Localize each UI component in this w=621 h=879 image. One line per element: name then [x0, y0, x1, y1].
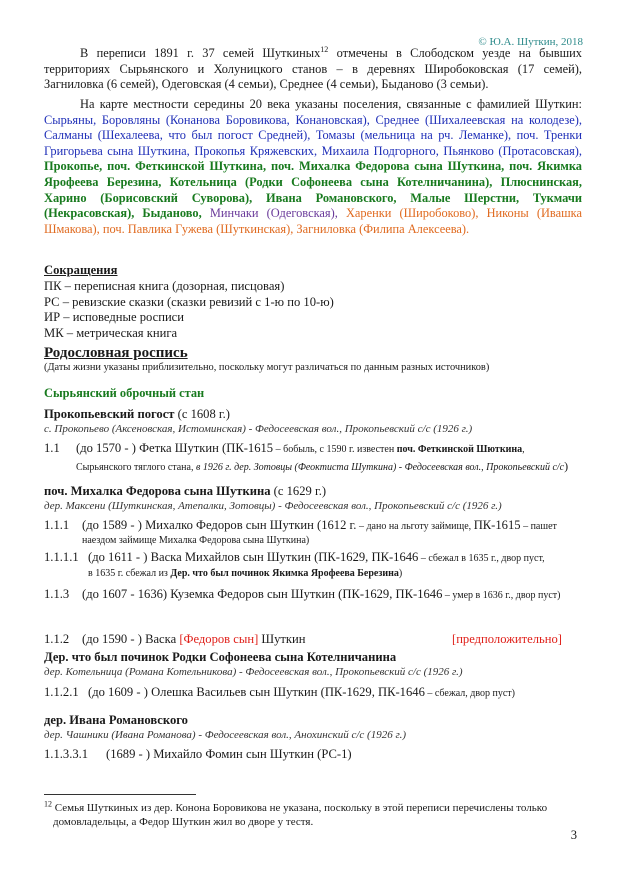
place-title: дер. Ивана Романовского — [44, 713, 188, 727]
entry-1-1-1-1-cont: в 1635 г. сбежал из Дер. что был починок Якимка Ярофеева Березина) — [88, 568, 403, 579]
entry-1-1-1-1: 1.1.1.1 (до 1611 - ) Васка Михайлов сын Шуткин (ПК-1629, ПК-1646 – сбежал в 1635 г., двор пуст, — [44, 550, 545, 564]
abbreviation-item: РС – ревизские сказки (сказки ревизий с 1-ю по 10-ю) — [44, 294, 334, 309]
intro-paragraph-1: В переписи 1891 г. 37 семей Шуткиных$^{12}$ отмечены в Слободском уезде на бывших территориях Сырьянского и Холуницкого станов – в деревнях Широбоковская (17 семей), Загниловка (6 семей), Одеговская (4 семьи), Среднее (4 семьи), Быданово (3 семьи). — [44, 44, 582, 92]
place-subtitle: дер. Котельница (Романа Котельникова) - Федосеевская вол., Прокопьевский с/с (1926 г.) — [44, 666, 463, 678]
copyright-notice: © Ю.А. Шуткин, 2018 — [478, 36, 583, 48]
place-subtitle: дер. Чашники (Ивана Романова) - Федосеевская вол., Анохинский с/с (1926 г.) — [44, 729, 407, 741]
genealogy-note: (Даты жизни указаны приблизительно, поскольку могут различаться по данным разных источников) — [44, 362, 490, 373]
footnote-12: $^{12}$ Семья Шуткиных из дер. Конона Боровикова не указана, поскольку в этой переписи перечислены только домовладельцы, а Федор Шуткин жил во дворе у тестя. — [44, 799, 548, 828]
settlements-purple: Минчаки (Одеговская), — [201, 206, 338, 221]
settlements-green: Прокопье, поч. Феткинской Шуткина, поч. Михалка Федорова сына Шуткина, поч. Якимка Ярофеева Березина, Котельница (Родки Софонеева сына Котелничанина), Плюснинская, Харино (Борисовский Суворова), Ивана Романовского, Малые Шерстни, Тукмачи (Некрасовская), Быданово, — [44, 159, 582, 221]
entry-1-1-3: 1.1.3 (до 1607 - 1636) Куземка Федоров сын Шуткин (ПК-1629, ПК-1646 – умер в 1636 г., двор пуст) — [44, 587, 561, 601]
stan-heading: Сырьянский оброчный стан — [44, 386, 205, 400]
place-subtitle: дер. Максени (Шуткинская, Атепалки, Зотовцы) - Федосеевская вол., Прокопьевский с/с (1926 г.) — [44, 500, 502, 512]
footnote-ref[interactable]: 12 — [320, 44, 329, 54]
entry-1-1-1: 1.1.1 (до 1589 - ) Михалко Федоров сын Шуткин (1612 г. – дано на льготу займище, ПК-1615 – пашет — [44, 518, 557, 532]
abbreviation-item: ИР – исповедные росписи — [44, 310, 185, 325]
presumed-note: [предположительно] — [452, 632, 562, 646]
entry-1-1-2: 1.1.2 (до 1590 - ) Васка [Федоров сын] Шуткин — [44, 632, 306, 646]
place-title: Прокопьевский погост (с 1608 г.) — [44, 407, 230, 421]
genealogy-title: Родословная роспись — [44, 345, 188, 361]
entry-1-1-cont: Сырьянского тяглого стана, в 1926 г. дер. Зотовцы (Феоктиста Шуткина) - Федосеевская вол., Прокопьевский с/с) — [76, 459, 569, 473]
place-title: поч. Михалка Федорова сына Шуткина (с 1629 г.) — [44, 484, 327, 498]
place-subtitle: с. Прокопьево (Аксеновская, Истоминская) - Федосеевская вол., Прокопьевский с/с (1926 г.) — [44, 423, 473, 435]
abbreviation-item: ПК – переписная книга (дозорная, писцовая) — [44, 278, 285, 293]
footnote-separator — [44, 794, 196, 795]
settlements-blue: Сырьяны, Боровляны (Конанова Боровикова, Конановская), Среднее (Шихалеевская на колодезе), Салманы (Шехалеева, что был погост Средней), Томазы (мельница на рч. Леманке), поч. Тренки Григорьева сына Шуткина, Прокопья Кряжевских, Михаила Подгорного, Пьянково (Протасовская), — [44, 112, 582, 158]
intro-paragraph-2: На карте местности середины 20 века указаны поселения, связанные с фамилией Шуткин: Сырьяны, Боровляны (Конанова Боровикова, Конановская), Среднее (Шихалеевская на колодезе), Салманы (Шехалеева, что был погост Средней), Томазы (мельница на рч. Леманке), поч. Тренки Григорьева сына Шуткина, Прокопья Кряжевских, Михаила Подгорного, Пьянково (Протасовская), Прокопье, поч. Феткинской Шуткина, поч. Михалка Федорова сына Шуткина, поч. Якимка Ярофеева Березина, Котельница (Родки Софонеева сына Котелничанина), Плюснинская, Харино (Борисовский Суворова), Ивана Романовского, Малые Шерстни, Тукмачи (Некрасовская), Быданово, Минчаки (Одеговская), Харенки (Широбоково), Никоны (Ивашка Шмакова), поч. Павлика Гужева (Шуткинская), Загниловка (Филипа Алексеева). — [44, 97, 582, 236]
settlements-orange: Харенки (Широбоково), Никоны (Ивашка Шмакова), поч. Павлика Гужева (Шуткинская), Загниловка (Филипа Алексеева). — [44, 206, 582, 236]
page-number: 3 — [570, 828, 577, 842]
entry-1-1: 1.1 (до 1570 - ) Фетка Шуткин (ПК-1615 – бобыль, с 1590 г. известен поч. Феткинской Шюткина, — [44, 441, 525, 455]
entry-1-1-2-1: 1.1.2.1 (до 1609 - ) Олешка Васильев сын Шуткин (ПК-1629, ПК-1646 – сбежал, двор пуст) — [44, 685, 515, 699]
place-title: Дер. что был починок Родки Софонеева сына Котелничанина — [44, 650, 397, 664]
abbreviations-title: Сокращения — [44, 263, 118, 277]
abbreviations-section — [44, 263, 334, 342]
entry-1-1-1-cont: наездом займище Михалка Федорова сына Шуткина) — [82, 535, 310, 546]
abbreviation-item: МК – метрическая книга — [44, 326, 178, 341]
entry-1-1-3-3-1: 1.1.3.3.1 (1689 - ) Михайло Фомин сын Шуткин (РС-1) — [44, 747, 352, 761]
